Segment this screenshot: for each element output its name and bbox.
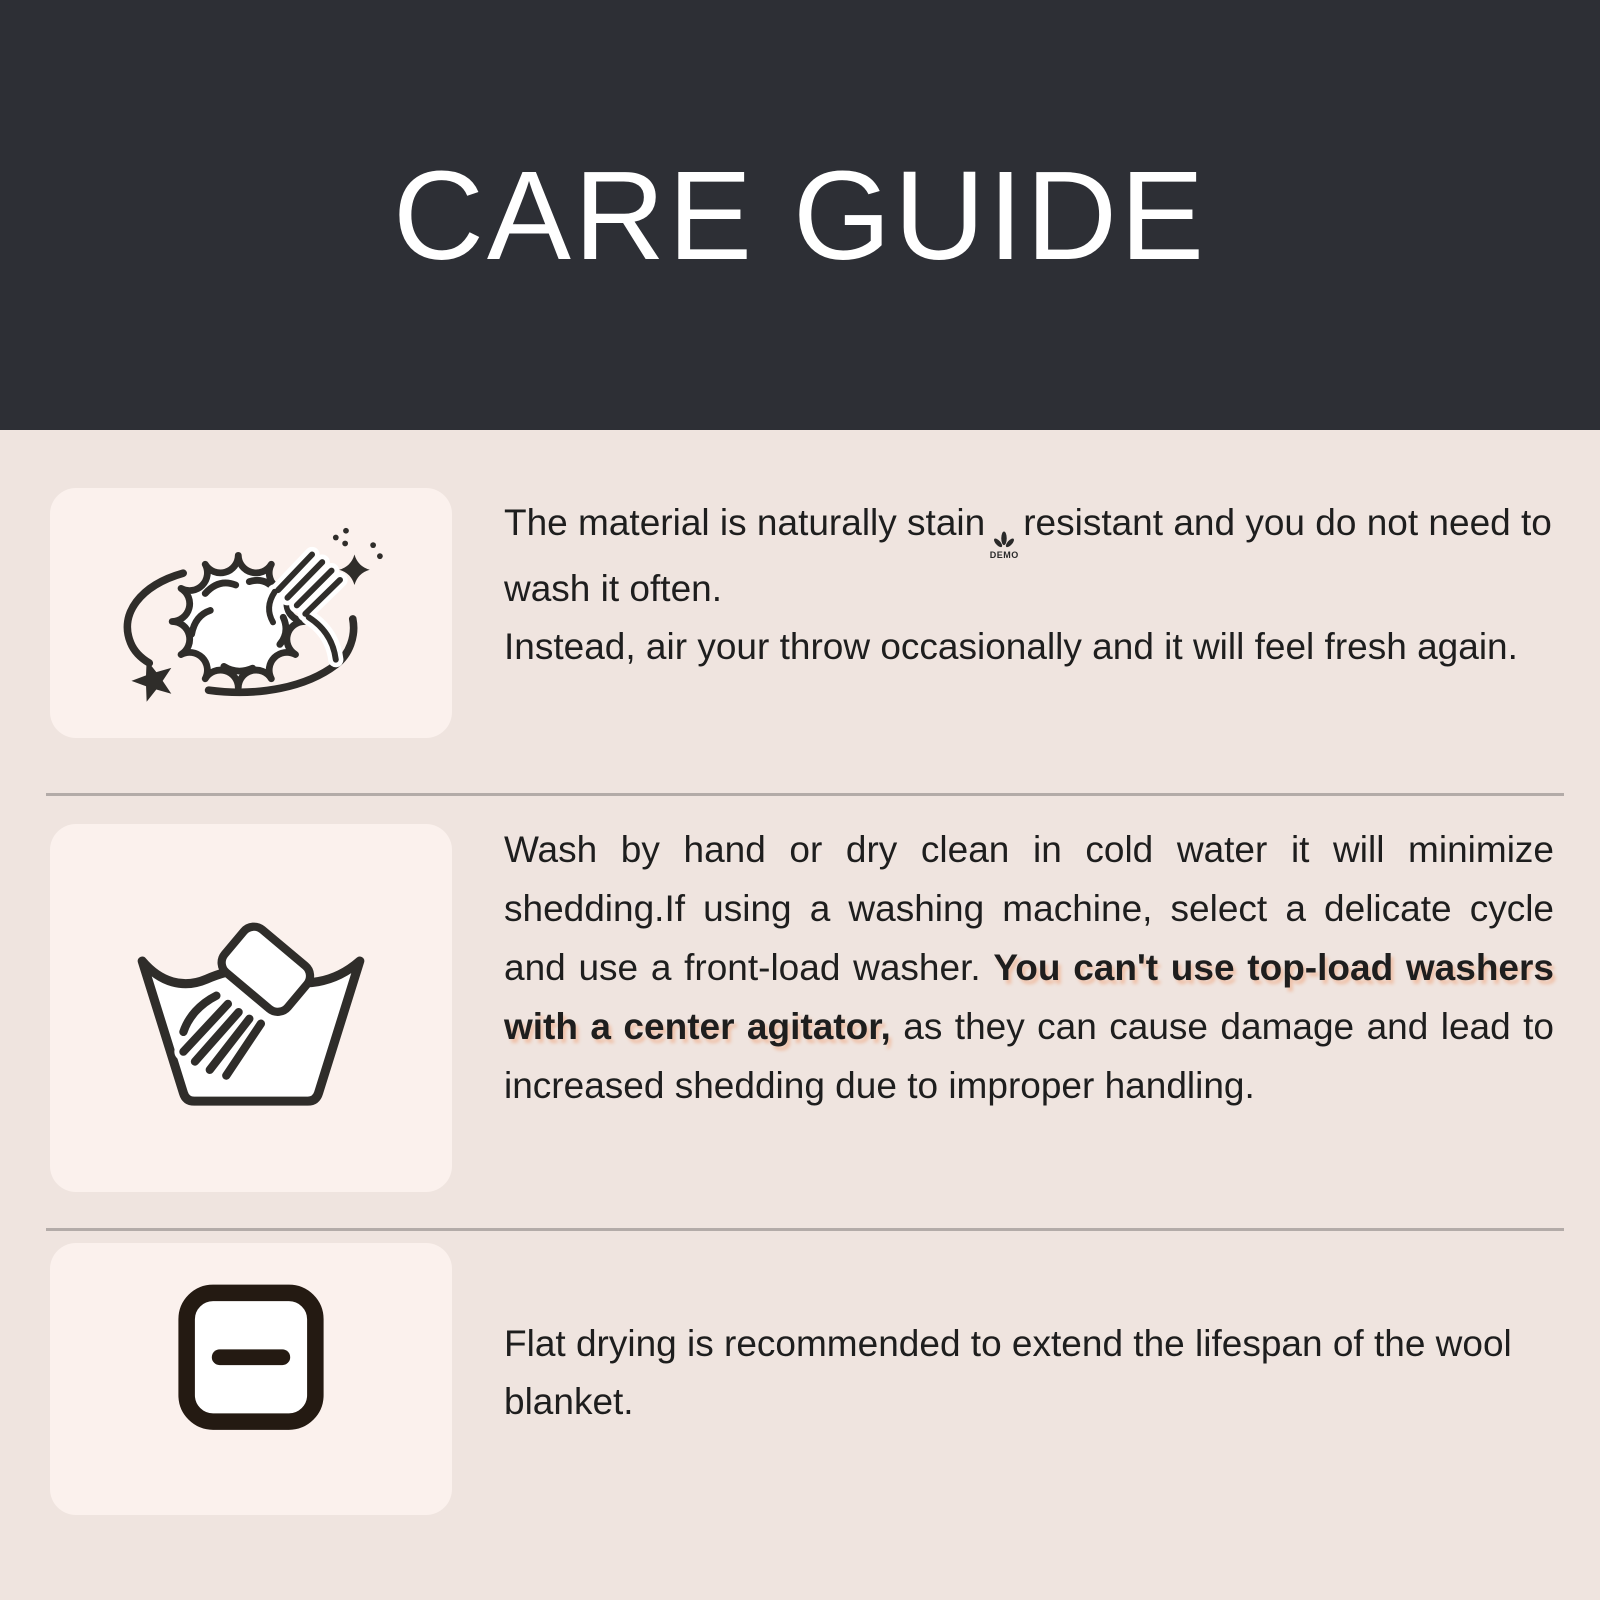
care-text-airing-part3: Instead, air your throw occasionally and it will feel fresh again.	[504, 626, 1518, 667]
care-text-airing	[504, 494, 1554, 738]
care-section-airing	[0, 488, 1600, 738]
icon-card-airing	[50, 488, 452, 738]
header-banner	[0, 0, 1600, 430]
demo-watermark	[985, 531, 1023, 560]
care-section-washing	[0, 824, 1600, 1192]
care-text-drying-part1: Flat drying is recommended to extend the lifespan of the wool blanket.	[504, 1323, 1512, 1422]
section-divider-1	[46, 793, 1564, 796]
page-title: CARE GUIDE	[392, 144, 1208, 286]
section-divider-2	[46, 1228, 1564, 1231]
care-text-washing-bold: You can't use top-load washers with a center agitator,	[504, 947, 1554, 1047]
icon-card-washing	[50, 824, 452, 1192]
care-text-washing-part1: Wash by hand or dry clean in cold water it will minimize shedding.If using a washing machine, select a delicate cycle and use a front-load washer.	[504, 829, 1554, 988]
care-text-airing-part1: The material is naturally stain	[504, 502, 986, 543]
hand-wash-icon	[86, 872, 416, 1144]
care-text-airing-part2: resistant and you do not need to wash it often.	[504, 502, 1552, 609]
demo-watermark-label: DEMO	[989, 550, 1019, 560]
care-text-washing-part2: as they can cause damage and lead to increased shedding due to improper handling.	[504, 1006, 1554, 1106]
cotton-fluff-cleaning-icon	[81, 507, 421, 719]
sprout-watermark-icon	[993, 531, 1015, 551]
care-section-drying	[0, 1243, 1600, 1515]
care-text-drying	[504, 1315, 1554, 1515]
care-text-washing	[504, 820, 1554, 1192]
flat-dry-icon	[86, 1268, 416, 1491]
icon-card-drying	[50, 1243, 452, 1515]
